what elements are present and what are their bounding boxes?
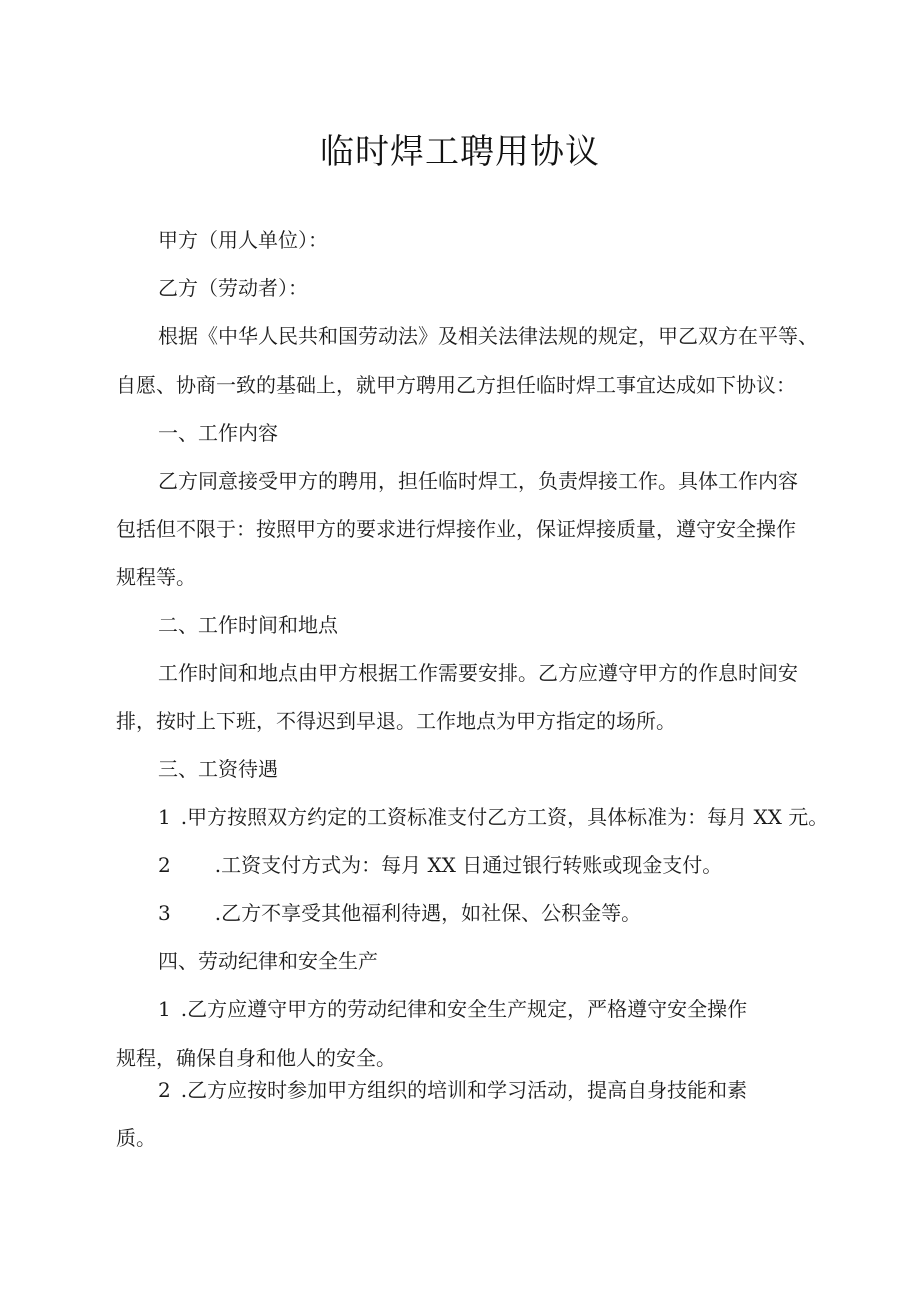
section-1-text-line-3: 规程等。 [116, 565, 196, 589]
list-number: 2 [158, 853, 171, 877]
preamble-line-1: 根据《中华人民共和国劳动法》及相关法律法规的规定，甲乙双方在平等、 [158, 324, 818, 348]
section-1-text-line-1: 乙方同意接受甲方的聘用，担任临时焊工，负责焊接工作。具体工作内容 [158, 469, 798, 493]
list-item-text: .乙方应遵守甲方的劳动纪律和安全生产规定，严格遵守安全操作 [180, 997, 748, 1021]
list-number: 1 [158, 805, 171, 829]
list-number: 1 [158, 997, 171, 1021]
section-4-heading: 四、劳动纪律和安全生产 [158, 949, 378, 973]
section-1-text-line-2: 包括但不限于：按照甲方的要求进行焊接作业，保证焊接质量，遵守安全操作 [116, 517, 796, 541]
section-3-item-1 [158, 805, 828, 829]
section-4-item-2 [158, 1078, 747, 1102]
section-2-text-line-1: 工作时间和地点由甲方根据工作需要安排。乙方应遵守甲方的作息时间安 [158, 661, 798, 685]
list-item-text: .乙方不享受其他福利待遇，如社保、公积金等。 [214, 901, 642, 925]
list-item-text: .工资支付方式为：每月 XX 日通过银行转账或现金支付。 [214, 853, 723, 877]
section-2-text-line-2: 排，按时上下班，不得迟到早退。工作地点为甲方指定的场所。 [116, 709, 676, 733]
section-4-item-1 [158, 997, 747, 1021]
party-b-label: 乙方（劳动者）： [158, 276, 308, 300]
list-item-text: .甲方按照双方约定的工资标准支付乙方工资，具体标准为：每月 XX 元。 [180, 805, 829, 829]
list-number: 2 [158, 1078, 171, 1102]
section-1-heading: 一、工作内容 [158, 421, 278, 445]
section-4-item-2-continued: 质。 [116, 1126, 156, 1150]
party-a-label: 甲方（用人单位）： [158, 228, 328, 252]
preamble-line-2: 自愿、协商一致的基础上，就甲方聘用乙方担任临时焊工事宜达成如下协议： [116, 373, 796, 397]
section-3-item-2 [158, 853, 722, 877]
list-item-text: .乙方应按时参加甲方组织的培训和学习活动，提高自身技能和素 [180, 1078, 748, 1102]
section-4-item-1-continued: 规程，确保自身和他人的安全。 [116, 1046, 396, 1070]
list-number: 3 [158, 901, 171, 925]
section-3-heading: 三、工资待遇 [158, 757, 278, 781]
section-3-item-3 [158, 901, 641, 925]
document-title: 临时焊工聘用协议 [320, 132, 600, 172]
section-2-heading: 二、工作时间和地点 [158, 613, 338, 637]
